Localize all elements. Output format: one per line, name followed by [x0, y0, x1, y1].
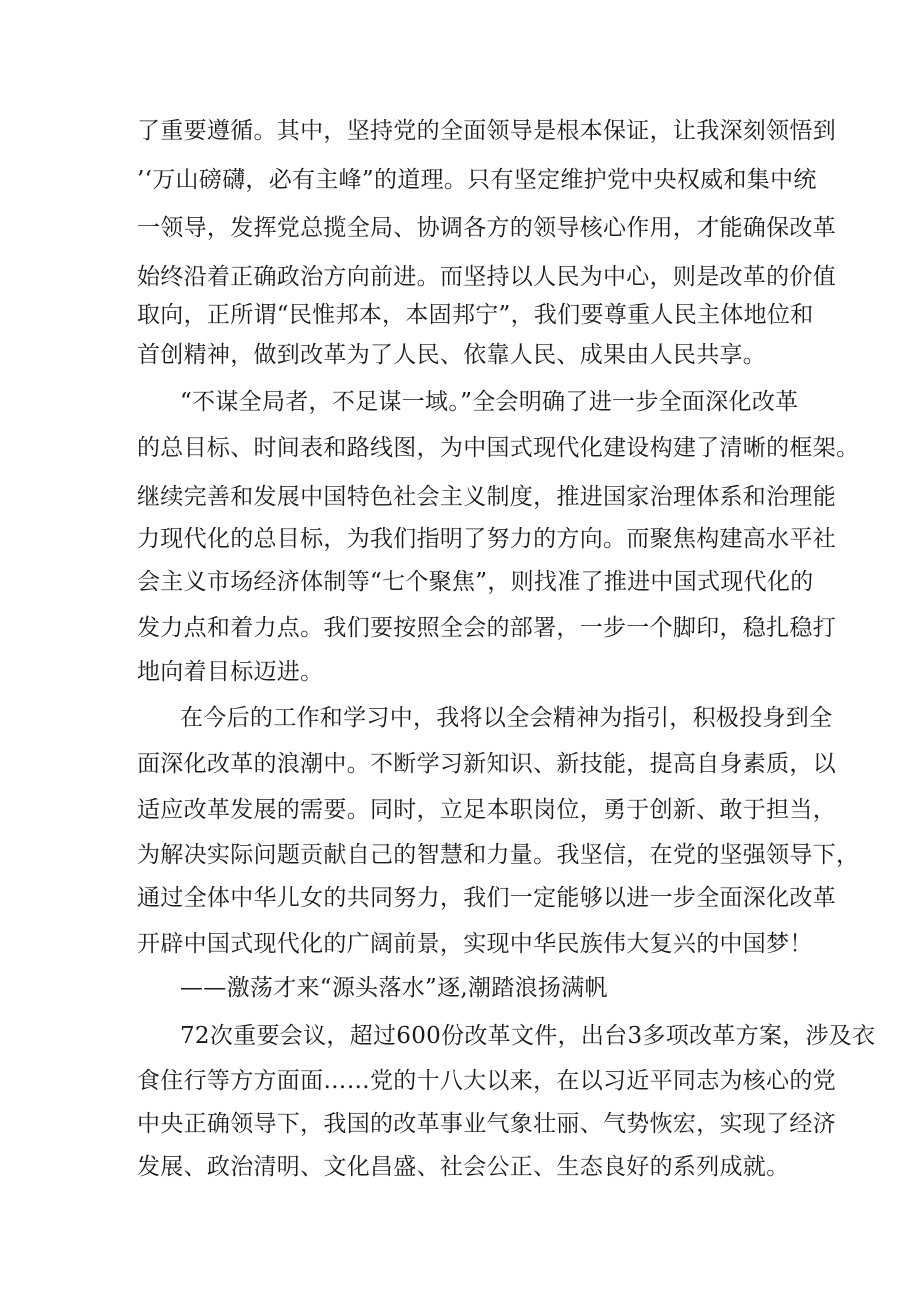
paragraph-first-line: “不谋全局者，不足谋一域。”全会明确了进一步全面深化改革 [180, 389, 799, 415]
text-line: ’‘万山磅礴，必有主峰”的道理。只有坚定维护党中央权威和集中统 [137, 167, 817, 193]
text-line: 发力点和着力点。我们要按照全会的部署，一步一个脚印，稳扎稳打 [137, 615, 836, 641]
text-line: 为解决实际问题贡献自己的智慧和力量。我坚信，在党的坚强领导下， [137, 842, 860, 868]
text-line: 中央正确领导下，我国的改革事业气象壮丽、气势恢宏，实现了经济 [137, 1111, 836, 1137]
text-line: 力现代化的总目标，为我们指明了努力的方向。而聚焦构建高水平社 [137, 526, 836, 552]
text-line: 面深化改革的浪潮中。不断学习新知识、新技能，提高自身素质，以 [137, 751, 836, 777]
text-line: 开辟中国式现代化的广阔前景，实现中华民族伟大复兴的中国梦！ [137, 931, 813, 957]
text-line: 的总目标、时间表和路线图，为中国式现代化建设构建了清晰的框架。 [137, 435, 860, 461]
text-line: 发展、政治清明、文化昌盛、社会公正、生态良好的系列成就。 [137, 1154, 790, 1180]
text-line: 继续完善和发展中国特色社会主义制度，推进国家治理体系和治理能 [137, 484, 836, 510]
text-line: 通过全体中华儿女的共同努力，我们一定能够以进一步全面深化改革 [137, 885, 836, 911]
text-line: 适应改革发展的需要。同时，立足本职岗位，勇于创新、敢于担当， [137, 797, 836, 823]
section-subtitle: ——激荡才来“源头落水”逐,潮踏浪扬满帆 [180, 975, 608, 1001]
text-line: 一领导，发挥党总揽全局、协调各方的领导核心作用，才能确保改革 [137, 215, 836, 241]
paragraph-first-line: 在今后的工作和学习中，我将以全会精神为指引，积极投身到全 [180, 705, 833, 731]
text-line: 食住行等方方面面……党的十八大以来，在以习近平同志为核心的党 [137, 1068, 836, 1094]
text-line: 地向着目标迈进。 [137, 659, 324, 685]
text-line: 首创精神，做到改革为了人民、依靠人民、成果由人民共享。 [137, 342, 767, 368]
text-line: 了重要遵循。其中，坚持党的全面领导是根本保证，让我深刻领悟到 [137, 118, 836, 144]
text-line: 会主义市场经济体制等“七个聚焦”，则找准了推进中国式现代化的 [137, 569, 814, 595]
paragraph-first-line: 72次重要会议，超过600份改革文件，出台3多项改革方案，涉及衣 [180, 1023, 876, 1049]
text-line: 始终沿着正确政治方向前进。而坚持以人民为中心，则是改革的价值 [137, 264, 836, 290]
text-line: 取向，正所谓“民惟邦本，本固邦宁”，我们要尊重人民主体地位和 [137, 302, 814, 328]
